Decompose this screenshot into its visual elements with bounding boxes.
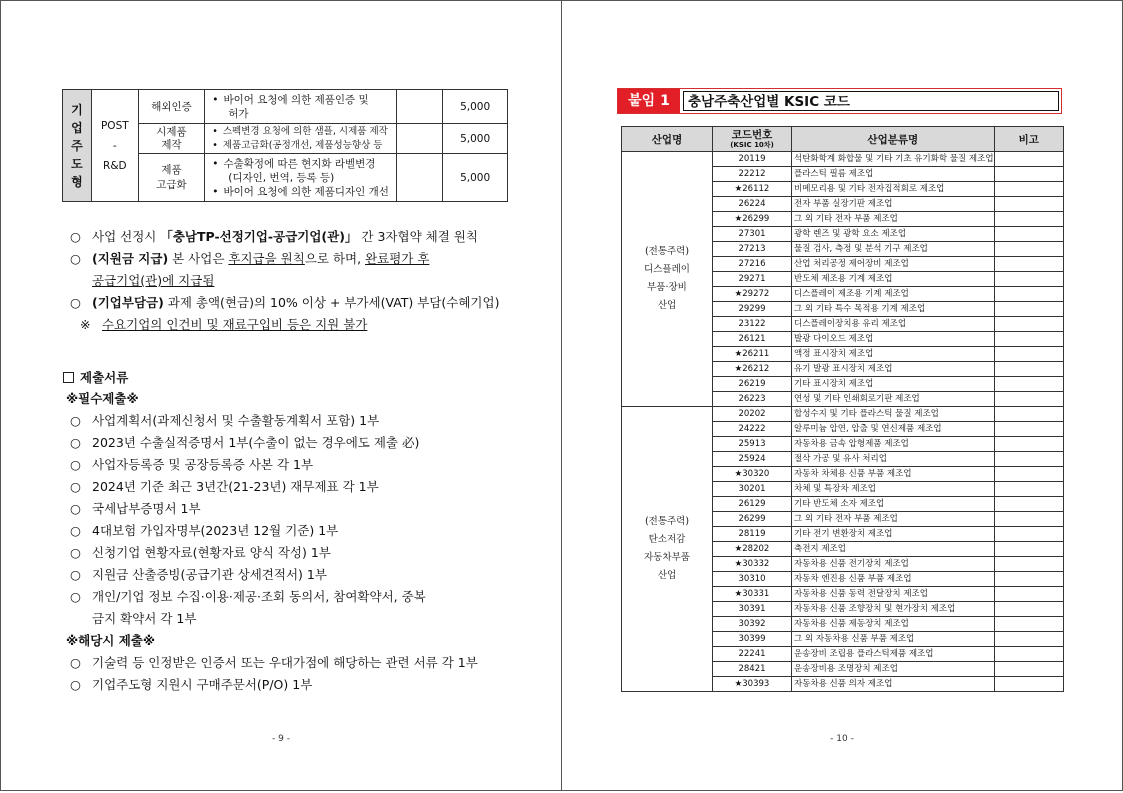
page-number: - 9 - [272, 734, 290, 744]
annex-tag: 붙임 1 [618, 89, 680, 113]
annex-header [617, 88, 1062, 114]
note-cell [994, 152, 1063, 167]
name-cell: 디스플레이장치용 유리 제조업 [792, 317, 995, 332]
category-cell: 기 업 주 도 형 [63, 90, 92, 202]
blank-cell [396, 124, 443, 154]
code-cell: ★26211 [713, 347, 792, 362]
note-cell [994, 527, 1063, 542]
documents-block [66, 388, 478, 696]
note-cell [994, 167, 1063, 182]
note-cell [994, 497, 1063, 512]
list-item: ○ 기업주도형 지원시 구매주문서(P/O) 1부 [70, 677, 313, 692]
name-cell: 그 외 자동차용 신품 부품 제조업 [792, 632, 995, 647]
list-item: ○ 개인/기업 정보 수집·이용·제공·조회 동의서, 참여확약서, 중복 [70, 589, 426, 604]
note-cell [994, 197, 1063, 212]
note-cell [994, 332, 1063, 347]
header-note: 비고 [994, 127, 1063, 152]
content-cell: • 바이어 요청에 의한 제품인증 및 허가 [205, 90, 396, 124]
note-cell [994, 272, 1063, 287]
note-cell [994, 407, 1063, 422]
content-cell: • 수출확정에 따른 현지화 라벨변경 (디자인, 번역, 등록 등) • 바이어 요청에 의한 제품디자인 개선 [205, 154, 396, 202]
name-cell: 자동차용 신품 전기장치 제조업 [792, 557, 995, 572]
note-agreement: ○ 사업 선정시 「충남TP-선정기업-공급기업(관)」 간 3자협약 체결 원칙 [70, 229, 478, 244]
header-name: 산업분류명 [792, 127, 995, 152]
name-cell: 운송장비 조립용 플라스틱제품 제조업 [792, 647, 995, 662]
amount-cell: 5,000 [443, 154, 508, 202]
code-cell: ★26212 [713, 362, 792, 377]
note-cell [994, 632, 1063, 647]
note-cell [994, 602, 1063, 617]
note-cell [994, 662, 1063, 677]
code-cell: 20119 [713, 152, 792, 167]
section-title: 제출서류 [63, 368, 128, 386]
code-cell: 30392 [713, 617, 792, 632]
blank-cell [396, 154, 443, 202]
name-cell: 물질 검사, 측정 및 분석 기구 제조업 [792, 242, 995, 257]
code-cell: 26224 [713, 197, 792, 212]
name-cell: 알루미늄 압연, 압출 및 연신제품 제조업 [792, 422, 995, 437]
conditional-title: ※해당시 제출※ [66, 633, 156, 648]
note-cell [994, 422, 1063, 437]
code-cell: 25913 [713, 437, 792, 452]
notes-block [70, 226, 499, 336]
note-cell [994, 512, 1063, 527]
note-cell [994, 227, 1063, 242]
required-title: ※필수제출※ [66, 391, 139, 406]
code-cell: ★29272 [713, 287, 792, 302]
name-cell: 산업 처리공정 제어장비 제조업 [792, 257, 995, 272]
item-cell: 해외인증 [138, 90, 204, 124]
name-cell: 합성수지 및 기타 플라스틱 물질 제조업 [792, 407, 995, 422]
code-cell: ★26299 [713, 212, 792, 227]
code-cell: 20202 [713, 407, 792, 422]
list-item: ○ 사업자등록증 및 공장등록증 사본 각 1부 [70, 457, 314, 472]
code-cell: ★26112 [713, 182, 792, 197]
industry-cell: (전통주력) 탄소저감 자동차부품 산업 [622, 407, 713, 692]
name-cell: 자동차용 신품 동력 전달장치 제조업 [792, 587, 995, 602]
code-cell: ★30393 [713, 677, 792, 692]
name-cell: 절삭 가공 및 유사 처리업 [792, 452, 995, 467]
note-contribution: ○ (기업부담금) 과제 총액(현금)의 10% 이상 + 부가세(VAT) 부담(수혜기업) [70, 295, 500, 310]
ksic-table-body [622, 152, 1064, 692]
code-cell: 27213 [713, 242, 792, 257]
name-cell: 발광 다이오드 제조업 [792, 332, 995, 347]
name-cell: 기타 표시장치 제조업 [792, 377, 995, 392]
code-cell: 29299 [713, 302, 792, 317]
item-cell: 제품 고급화 [138, 154, 204, 202]
name-cell: 광학 렌즈 및 광학 요소 제조업 [792, 227, 995, 242]
header-industry: 산업명 [622, 127, 713, 152]
note-cell [994, 587, 1063, 602]
list-item: ○ 4대보험 가입자명부(2023년 12월 기준) 1부 [70, 523, 339, 538]
code-cell: 30310 [713, 572, 792, 587]
code-cell: 28119 [713, 527, 792, 542]
note-cell [994, 617, 1063, 632]
name-cell: 자동차 엔진용 신품 부품 제조업 [792, 572, 995, 587]
blank-cell [396, 90, 443, 124]
list-item: ○ 2023년 수출실적증명서 1부(수출이 없는 경우에도 제출 必) [70, 435, 420, 450]
note-cell [994, 437, 1063, 452]
note-cell [994, 377, 1063, 392]
page-left [0, 0, 562, 791]
sub-category-cell: POST - R&D [91, 90, 138, 202]
code-cell: 27301 [713, 227, 792, 242]
note-exclusion: ※ 수요기업의 인건비 및 재료구입비 등은 지원 불가 [80, 317, 368, 332]
name-cell: 그 외 기타 특수 목적용 기계 제조업 [792, 302, 995, 317]
code-cell: 24222 [713, 422, 792, 437]
code-cell: ★30331 [713, 587, 792, 602]
code-cell: 22241 [713, 647, 792, 662]
code-cell: 30399 [713, 632, 792, 647]
name-cell: 그 외 기타 전자 부품 제조업 [792, 512, 995, 527]
support-item-table [62, 89, 508, 202]
item-cell: 시제품 제작 [138, 124, 204, 154]
name-cell: 액정 표시장치 제조업 [792, 347, 995, 362]
code-cell: 26129 [713, 497, 792, 512]
name-cell: 석탄화학계 화합물 및 기타 기초 유기화학 물질 제조업 [792, 152, 995, 167]
note-cell [994, 557, 1063, 572]
table-row [622, 152, 1064, 167]
list-item: ○ 기술력 등 인정받은 인증서 또는 우대가점에 해당하는 관련 서류 각 1부 [70, 655, 478, 670]
code-cell: 30201 [713, 482, 792, 497]
code-cell: 29271 [713, 272, 792, 287]
note-cell [994, 257, 1063, 272]
amount-cell: 5,000 [443, 90, 508, 124]
note-cell [994, 362, 1063, 377]
note-cell [994, 242, 1063, 257]
name-cell: 디스플레이 제조용 기계 제조업 [792, 287, 995, 302]
note-cell [994, 482, 1063, 497]
note-cell [994, 452, 1063, 467]
name-cell: 자동차용 신품 의자 제조업 [792, 677, 995, 692]
name-cell: 기타 반도체 소자 제조업 [792, 497, 995, 512]
list-item: ○ 사업계획서(과제신청서 및 수출활동계획서 포함) 1부 [70, 413, 380, 428]
content-cell: • 스펙변경 요청에 의한 샘플, 시제품 제작 • 제품고급화(공정개선, 제품성능향상 등 [205, 124, 396, 154]
note-cell [994, 677, 1063, 692]
name-cell: 차체 및 특장차 제조업 [792, 482, 995, 497]
code-cell: 26299 [713, 512, 792, 527]
name-cell: 축전지 제조업 [792, 542, 995, 557]
code-cell: 30391 [713, 602, 792, 617]
note-cell [994, 647, 1063, 662]
code-cell: 26219 [713, 377, 792, 392]
name-cell: 운송장비용 조명장치 제조업 [792, 662, 995, 677]
note-cell [994, 182, 1063, 197]
note-cell [994, 572, 1063, 587]
note-cell [994, 347, 1063, 362]
note-cell [994, 302, 1063, 317]
code-cell: 23122 [713, 317, 792, 332]
table-row [622, 407, 1064, 422]
name-cell: 연성 및 기타 인쇄회로기판 제조업 [792, 392, 995, 407]
code-cell: 26223 [713, 392, 792, 407]
amount-cell: 5,000 [443, 124, 508, 154]
name-cell: 비메모리용 및 기타 전자집적회로 제조업 [792, 182, 995, 197]
checkbox-square-icon [63, 372, 74, 383]
note-cell [994, 317, 1063, 332]
name-cell: 자동차용 신품 제동장치 제조업 [792, 617, 995, 632]
name-cell: 전자 부품 실장기판 제조업 [792, 197, 995, 212]
list-item-cont: 금지 확약서 각 1부 [92, 611, 197, 626]
industry-cell: (전통주력) 디스플레이 부품·장비 산업 [622, 152, 713, 407]
name-cell: 자동차 차체용 신품 부품 제조업 [792, 467, 995, 482]
annex-title: 충남주축산업별 KSIC 코드 [683, 91, 1059, 111]
note-payment-cont: 공급기업(관)에 지급됨 [92, 273, 215, 288]
name-cell: 반도체 제조용 기계 제조업 [792, 272, 995, 287]
note-payment: ○ (지원금 지급) 본 사업은 후지급을 원칙으로 하며, 완료평가 후 [70, 251, 430, 266]
code-cell: 22212 [713, 167, 792, 182]
code-cell: ★28202 [713, 542, 792, 557]
name-cell: 기타 전기 변환장치 제조업 [792, 527, 995, 542]
code-cell: ★30320 [713, 467, 792, 482]
name-cell: 유기 발광 표시장치 제조업 [792, 362, 995, 377]
list-item: ○ 지원금 산출증빙(공급기관 상세견적서) 1부 [70, 567, 327, 582]
page-number: - 10 - [830, 734, 854, 744]
note-cell [994, 287, 1063, 302]
note-cell [994, 212, 1063, 227]
name-cell: 자동차용 금속 압형제품 제조업 [792, 437, 995, 452]
note-cell [994, 542, 1063, 557]
code-cell: 28421 [713, 662, 792, 677]
code-cell: 25924 [713, 452, 792, 467]
list-item: ○ 신청기업 현황자료(현황자료 양식 작성) 1부 [70, 545, 331, 560]
name-cell: 플라스틱 필름 제조업 [792, 167, 995, 182]
code-cell: 26121 [713, 332, 792, 347]
name-cell: 그 외 기타 전자 부품 제조업 [792, 212, 995, 227]
header-code: 코드번호 (KSIC 10차) [713, 127, 792, 152]
note-cell [994, 392, 1063, 407]
ksic-code-table [621, 126, 1064, 692]
list-item: ○ 국세납부증명서 1부 [70, 501, 201, 516]
code-cell: 27216 [713, 257, 792, 272]
name-cell: 자동차용 신품 조향장치 및 현가장치 제조업 [792, 602, 995, 617]
list-item: ○ 2024년 기준 최근 3년간(21-23년) 재무제표 각 1부 [70, 479, 379, 494]
code-cell: ★30332 [713, 557, 792, 572]
note-cell [994, 467, 1063, 482]
